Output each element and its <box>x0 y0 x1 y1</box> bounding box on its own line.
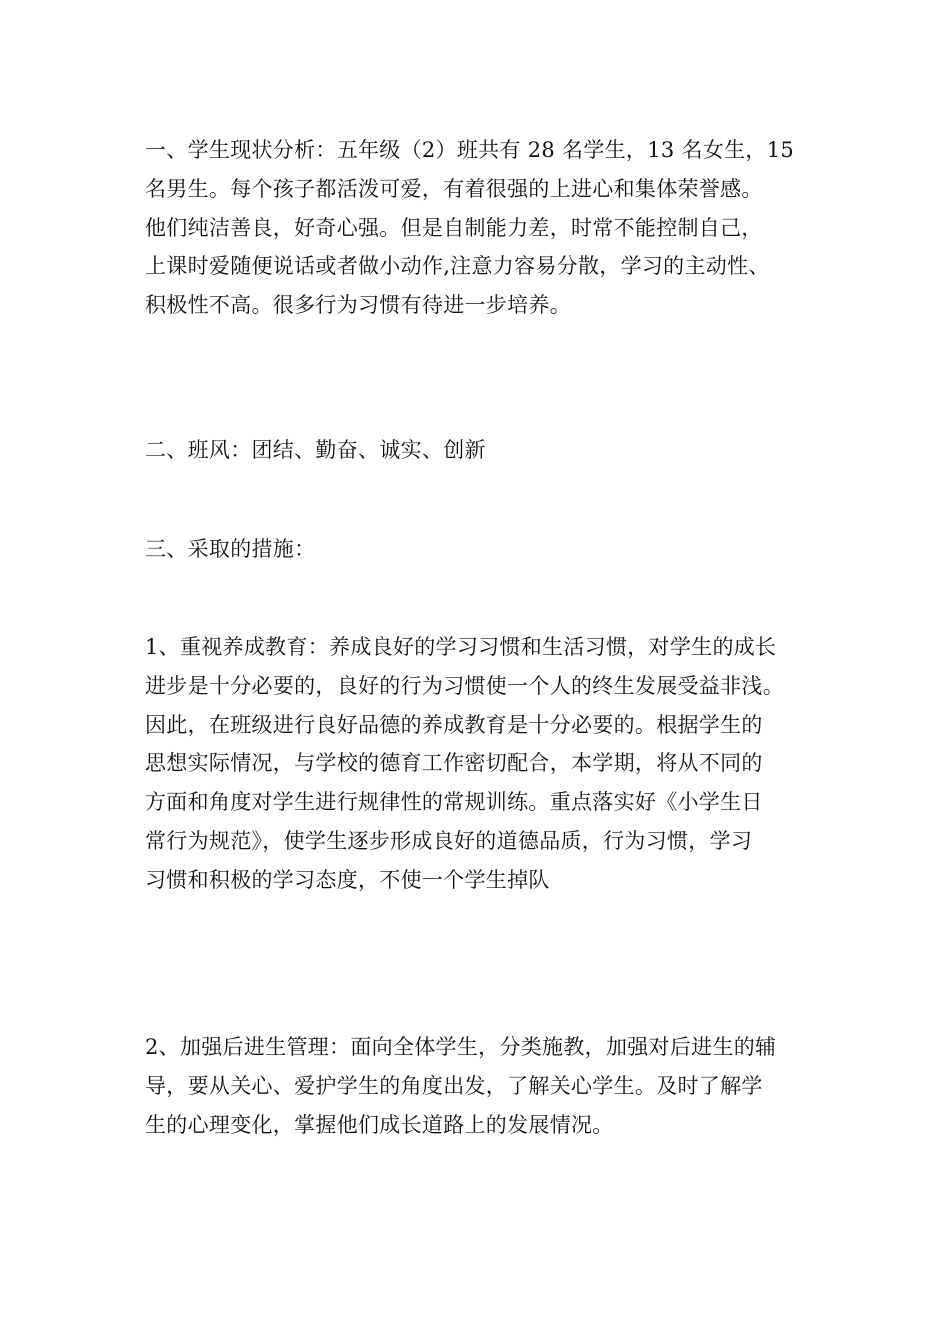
text-line: 名男生。每个孩子都活泼可爱，有着很强的上进心和集体荣誉感。 <box>145 176 763 201</box>
text-line: 1、重视养成教育：养成良好的学习习惯和生活习惯，对学生的成长 <box>145 635 777 659</box>
text-line: 习惯和积极的学习态度，不使一个学生掉队 <box>145 867 550 892</box>
text-line: 导，要从关心、爱护学生的角度出发，了解关心学生。及时了解学 <box>145 1073 763 1098</box>
paragraph-student-analysis <box>145 131 825 325</box>
text-line: 方面和角度对学生进行规律性的常规训练。重点落实好《小学生日 <box>145 790 763 815</box>
paragraph-class-motto <box>145 431 825 470</box>
text-line: 进步是十分必要的，良好的行为习惯使一个人的终生发展受益非浅。 <box>145 673 784 698</box>
text-line: 生的心理变化，掌握他们成长道路上的发展情况。 <box>145 1112 614 1137</box>
paragraph-measures-heading <box>145 530 825 569</box>
text-line: 积极性不高。很多行为习惯有待进一步培养。 <box>145 293 571 318</box>
paragraph-underachiever-management <box>145 1028 825 1144</box>
text-line: 二、班风：团结、勤奋、诚实、创新 <box>145 438 486 462</box>
text-line: 他们纯洁善良，好奇心强。但是自制能力差，时常不能控制自己， <box>145 215 763 240</box>
text-line: 思想实际情况，与学校的德育工作密切配合，本学期，将从不同的 <box>145 751 763 776</box>
paragraph-habit-education <box>145 628 825 900</box>
text-line: 2、加强后进生管理：面向全体学生，分类施教，加强对后进生的辅 <box>145 1035 777 1059</box>
text-line: 因此，在班级进行良好品德的养成教育是十分必要的。根据学生的 <box>145 712 763 737</box>
text-line: 上课时爱随便说话或者做小动作,注意力容易分散，学习的主动性、 <box>145 254 770 279</box>
text-line: 常行为规范》，使学生逐步形成良好的道德品质，行为习惯，学习 <box>145 828 753 853</box>
text-line: 三、采取的措施： <box>145 537 316 561</box>
text-line: 一、学生现状分析：五年级（2）班共有 28 名学生，13 名女生，15 <box>145 138 795 162</box>
